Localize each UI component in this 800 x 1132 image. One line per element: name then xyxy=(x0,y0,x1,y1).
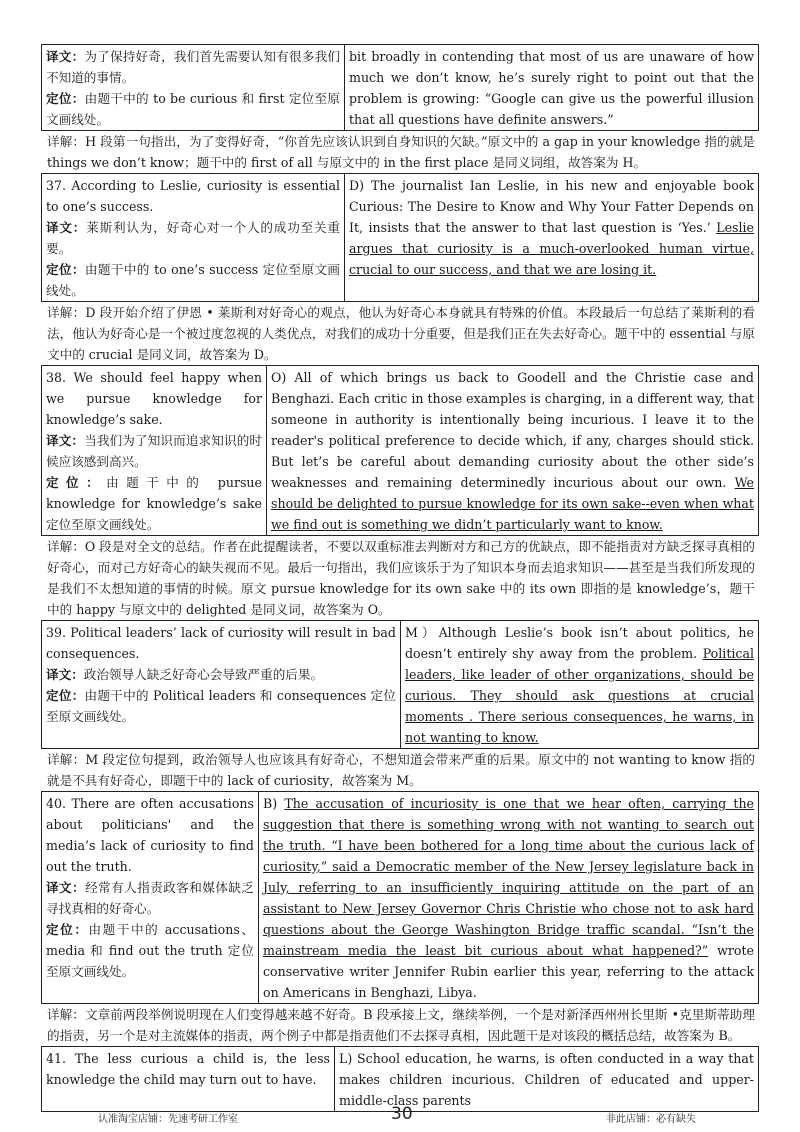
footer-warning: 非此店铺：必有缺失 xyxy=(606,1114,696,1125)
question-text: 37. According to Leslie, curiosity is essential to one’s success. xyxy=(46,178,340,214)
translation-line: 译文：经常有人指责政客和媒体缺乏寻找真相的好奇心。 xyxy=(46,880,255,916)
passage-text: wrote conservative writer Jennifer Rubin earlier this year, referring to the attack on Americans in Benghazi, Libya. xyxy=(263,943,754,1000)
question-text: 40. There are often accusations about politicians' and the media’s lack of curiosity to find out the truth. xyxy=(46,796,254,874)
question-table-37 xyxy=(41,173,759,302)
passage-text: O) All of which brings us back to Goodell and the Christie case and Benghazi. Each critic in those examples is charging, in a different way, that someone in authority is intentionally being incurious. I leave it to the reader's political preference to decide which, if any, charges should stick. But let’s be careful about demanding curiosity about the other side’s weaknesses and remaining determinedly incurious about our own. xyxy=(271,370,754,490)
location-line: 定位：由题干中的 to be curious 和 first 定位至原文画线处。 xyxy=(46,91,340,127)
passage-cell xyxy=(345,45,759,131)
page-number: 30 xyxy=(391,1104,413,1124)
passage-cell: B) The accusation of incuriosity is one that we hear often, carrying the suggestion that there is something wrong with not wanting to search out the truth. “I have been bothered for a long time about the curious lack of curiosity,” said a Democratic member of the New Jersey legislature back in July, referring to an insufficiently inquiring attitude on the part of an assistant to New Jersey Governor Chris Christie who chose not to ask hard questions about the George Washington Bridge traffic scandal. “Isn’t the mainstream media the least bit curious about what happened?” wrote conservative writer Jennifer Rubin earlier this year, referring to the attack on Americans in Benghazi, Libya. xyxy=(259,792,759,1004)
question-cell xyxy=(42,792,259,1004)
footer-shop-note: 认准淘宝店铺：先速考研工作室 xyxy=(98,1114,238,1125)
question-text: 38. We should feel happy when we pursue knowledge for knowledge’s sake. xyxy=(46,370,262,427)
question-cell xyxy=(42,174,345,302)
question-cell xyxy=(42,45,345,131)
translation-line: 译文：政治领导人缺乏好奇心会导致严重的后果。 xyxy=(46,667,324,682)
underlined-passage: Leslie argues that curiosity is a much-overlooked human virtue, crucial to our success, and that we are losing it. xyxy=(349,220,754,277)
passage-text: bit broadly in contending that most of us are unaware of how much we don’t know, he’s surely right to point out that the problem is growing: “Google can give us the powerful illusion that all questions have definite answers.” xyxy=(349,49,754,127)
document-page xyxy=(41,44,759,1112)
passage-text: D) The journalist Ian Leslie, in his new and enjoyable book Curious: The Desire to Know and Why Your Fatter Depends on It, insists that the answer to that last question is ‘Yes.’ xyxy=(349,178,754,235)
passage-cell xyxy=(267,366,759,536)
passage-text: L) School education, he warns, is often conducted in a way that makes children incurious. Children of educated and upper-middle-class parents xyxy=(339,1051,754,1108)
question-text: 41. The less curious a child is, the less knowledge the child may turn out to have. xyxy=(46,1051,330,1087)
page-footer xyxy=(0,1104,800,1128)
detail-explanation: 详解：文章前两段举例说明现在人们变得越来越不好奇。B 段承接上文，继续举例，一个是对新泽西州州长里斯 •克里斯蒂助理的指责，另一个是对主流媒体的指责，两个例子中都是指责他们不去探寻真相，因此题干是对该段的概括总结，故答案为 B。 xyxy=(47,1007,755,1043)
detail-explanation: 详解：D 段开始介绍了伊恩 • 莱斯利对好奇心的观点，他认为好奇心本身就具有特殊的价值。本段最后一句总结了莱斯利的看法，他认为好奇心是一个被过度忽视的人类优点，对我们的成功十分重要，但是我们正在失去好奇心。题干中的 essential 与原文中的 crucial 是同义词，故答案为 D。 xyxy=(47,305,755,362)
translation-line: 译文：当我们为了知识而追求知识的时候应该感到高兴。 xyxy=(46,433,263,469)
passage-cell xyxy=(335,1047,759,1112)
underlined-passage: We should be delighted to pursue knowledge for its own sake--even when what we find out is something we didn’t particularly want to know. xyxy=(271,475,754,532)
translation-line: 译文：为了保持好奇，我们首先需要认知有很多我们不知道的事情。 xyxy=(46,49,341,85)
location-line: 定位：由题干中的 to one’s success 定位至原文画线处。 xyxy=(46,262,341,298)
passage-cell xyxy=(401,621,759,749)
location-line: 定位：由题干中的 accusations、media 和 find out the truth 定位至原文画线处。 xyxy=(46,922,254,979)
question-table-41 xyxy=(41,1046,759,1112)
underlined-passage: Political leaders, like leader of other organizations, should be curious. They should ask questions at crucial moments . There serious consequences, he warns, in not wanting to know. xyxy=(405,646,754,745)
question-text: 39. Political leaders’ lack of curiosity will result in bad consequences. xyxy=(46,625,396,661)
passage-cell xyxy=(345,174,759,302)
detail-explanation: 详解：O 段是对全文的总结。作者在此提醒读者，不要以双重标准去判断对方和己方的优缺点，即不能指责对方缺乏探寻真相的好奇心，而对己方好奇心的缺失视而不见。最后一句指出，我们应该乐于为了知识本身而去追求知识——甚至是当我们所发现的是我们不太想知道的事情的时候。原文 pursue knowledge for its own sake 中的 its own 即指的是 knowledge’s，题干中的 happy 与原文中的 delighted 是同义词，故答案为 O。 xyxy=(47,539,755,617)
detail-explanation: 详解：M 段定位句提到，政治领导人也应该具有好奇心，不想知道会带来严重的后果。原文中的 not wanting to know 指的就是不具有好奇心，即题干中的 lack of curiosity，故答案为 M。 xyxy=(47,752,755,788)
detail-explanation: 详解：H 段第一句指出，为了变得好奇，“你首先应该认识到自身知识的欠缺。”原文中的 a gap in your knowledge 指的就是 things we don’t know；题干中的 first of all 与原文中的 in the first place 是同义词组，故答案为 H。 xyxy=(47,134,755,170)
location-line: 定位：由题干中的 pursue knowledge for knowledge’s sake 定位至原文画线处。 xyxy=(46,475,262,532)
question-table-40 xyxy=(41,791,759,1004)
underlined-passage: The accusation of incuriosity is one that we hear often, carrying the suggestion that there is something wrong with not wanting to search out the truth. “I have been bothered for a long time about the curious lack of curiosity,” said a Democratic member of the New Jersey legislature back in July, referring to an insufficiently inquiring attitude on the part of an assistant to New Jersey Governor Chris Christie who chose not to ask hard questions about the George Washington Bridge traffic scandal. “Isn’t the mainstream media the least bit curious about what happened?” xyxy=(263,796,755,958)
passage-text: M）Although Leslie’s book isn’t about politics, he doesn’t entirely shy away from the problem. xyxy=(405,625,754,661)
translation-line: 译文：莱斯利认为，好奇心对一个人的成功至关重要。 xyxy=(46,220,341,256)
question-cell xyxy=(42,621,401,749)
location-line: 定位：由题干中的 Political leaders 和 consequences 定位至原文画线处。 xyxy=(46,688,396,724)
question-table-39 xyxy=(41,620,759,749)
question-table-36 xyxy=(41,44,759,131)
question-cell xyxy=(42,366,267,536)
question-table-38 xyxy=(41,365,759,536)
question-cell xyxy=(42,1047,335,1112)
